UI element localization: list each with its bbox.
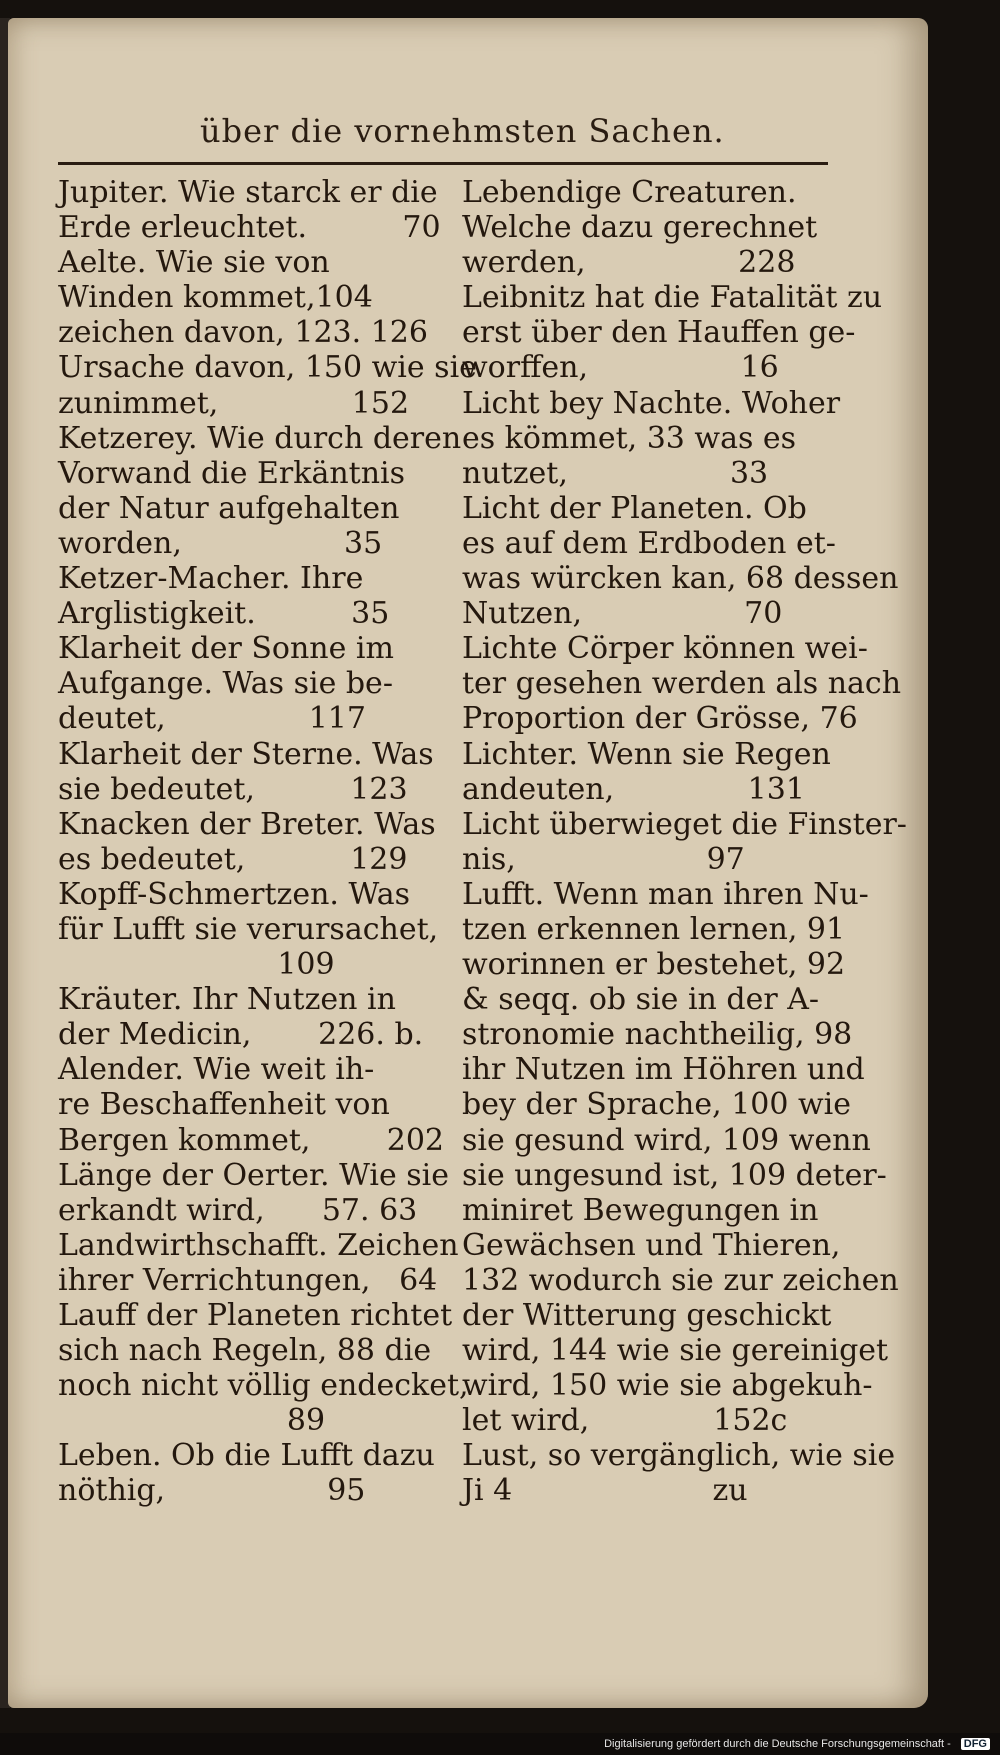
left-entry-line: zunimmet, 152 <box>58 385 410 421</box>
right-entry-line: es kömmet, 33 was es <box>462 420 797 456</box>
left-entry-line: Klarheit der Sonne im <box>58 631 394 667</box>
right-entry-line: Ji 4 zu <box>462 1473 748 1509</box>
right-entry-line: worinnen er bestehet, 92 <box>462 947 846 983</box>
right-entry-line: & seqq. ob sie in der A- <box>462 982 820 1018</box>
left-entry-line: worden, 35 <box>58 525 383 561</box>
right-entry-line: stronomie nachtheilig, 98 <box>462 1017 853 1053</box>
digitization-footer <box>0 1733 1000 1755</box>
left-entry-line: Jupiter. Wie starck er die <box>58 175 438 210</box>
right-entry-line: Proportion der Grösse, 76 <box>462 701 858 737</box>
running-header: über die vornehmsten Sachen. <box>200 112 725 150</box>
right-entry-line: werden, 228 <box>462 245 796 281</box>
right-entry-line: wird, 150 wie sie abgekuh- <box>462 1368 873 1404</box>
header-rule <box>58 162 828 165</box>
left-entry-line: sie bedeutet, 123 <box>58 771 408 807</box>
right-entry-line: miniret Bewegungen in <box>462 1192 819 1228</box>
left-entry-line: Aelte. Wie sie von <box>58 245 330 281</box>
left-entry-line: Leben. Ob die Lufft dazu <box>58 1438 435 1474</box>
right-entry-line: ihr Nutzen im Höhren und <box>462 1052 865 1088</box>
left-entry-line: Arglistigkeit. 35 <box>58 596 390 632</box>
left-entry-line: Alender. Wie weit ih- <box>58 1052 375 1088</box>
right-entry-line: es auf dem Erdboden et- <box>462 525 836 561</box>
right-entry-line: Leibnitz hat die Fatalität zu <box>462 280 883 316</box>
right-entry-line: Lufft. Wenn man ihren Nu- <box>462 876 869 912</box>
right-entry-line: ter gesehen werden als nach <box>462 666 902 702</box>
left-entry-line: Ursache davon, 150 wie sie <box>58 350 477 386</box>
left-entry-line: 109 <box>58 947 335 983</box>
left-entry-line: Kopff-Schmertzen. Was <box>58 876 410 912</box>
left-entry-line: nöthig, 95 <box>58 1473 366 1509</box>
right-entry-line: Nutzen, 70 <box>462 596 783 632</box>
left-entry-line: 89 <box>58 1403 326 1439</box>
right-entry-line: Lebendige Creaturen. <box>462 175 797 210</box>
right-entry-line: erst über den Hauffen ge- <box>462 315 856 351</box>
right-entry-line: Lichter. Wenn sie Regen <box>462 736 831 772</box>
left-entry-line: Aufgange. Was sie be- <box>58 666 393 702</box>
left-entry-line: Knacken der Breter. Was <box>58 806 436 842</box>
left-entry-line: Kräuter. Ihr Nutzen in <box>58 982 396 1018</box>
left-entry-line: Ketzerey. Wie durch deren <box>58 420 462 456</box>
left-entry-line: noch nicht völlig endecket, <box>58 1368 469 1404</box>
right-entry-line: andeuten, 131 <box>462 771 805 807</box>
left-entry-line: Winden kommet,104 <box>58 280 373 316</box>
left-entry-line: Erde erleuchtet. 70 <box>58 210 441 246</box>
left-entry-line: deutet, 117 <box>58 701 366 737</box>
right-entry-line: tzen erkennen lernen, 91 <box>462 911 846 947</box>
left-entry-line: erkandt wird, 57. 63 <box>58 1192 418 1228</box>
left-entry-line: es bedeutet, 129 <box>58 841 408 877</box>
right-entry-line: Welche dazu gerechnet <box>462 210 818 246</box>
left-entry-line: Lauff der Planeten richtet <box>58 1298 453 1333</box>
dfg-logo: DFG <box>961 1738 990 1750</box>
left-entry-line: Vorwand die Erkäntnis <box>58 455 406 491</box>
left-entry-line: re Beschaffenheit von <box>58 1087 390 1123</box>
left-entry-line: zeichen davon, 123. 126 <box>58 315 428 351</box>
left-entry-line: sich nach Regeln, 88 die <box>58 1333 432 1369</box>
right-entry-line: bey der Sprache, 100 wie <box>462 1087 852 1123</box>
right-entry-line: worffen, 16 <box>462 350 779 386</box>
footer-credit: Digitalisierung gefördert durch die Deutsche Forschungsgemeinschaft - <box>604 1738 951 1750</box>
right-entry-line: sie gesund wird, 109 wenn <box>462 1122 871 1158</box>
left-entry-line: Länge der Oerter. Wie sie <box>58 1157 450 1193</box>
right-entry-line: Lichte Cörper können wei- <box>462 631 868 667</box>
right-entry-line: let wird, 152c <box>462 1403 788 1439</box>
left-entry-line: Bergen kommet, 202 <box>58 1122 444 1158</box>
right-entry-line: nis, 97 <box>462 841 745 877</box>
index-column-right <box>462 175 907 1509</box>
index-column-left <box>58 175 477 1509</box>
right-entry-line: Licht überwieget die Finster- <box>462 806 907 842</box>
left-entry-line: Landwirthschafft. Zeichen <box>58 1227 459 1263</box>
left-entry-line: Klarheit der Sterne. Was <box>58 736 434 772</box>
right-entry-line: Licht bey Nachte. Woher <box>462 385 841 421</box>
right-entry-line: Gewächsen und Thieren, <box>462 1227 841 1263</box>
left-entry-line: für Lufft sie verursachet, <box>58 911 439 947</box>
left-entry-line: der Natur aufgehalten <box>58 490 400 526</box>
right-entry-line: sie ungesund ist, 109 deter- <box>462 1157 887 1193</box>
left-entry-line: der Medicin, 226. b. <box>58 1017 424 1053</box>
right-entry-line: was würcken kan, 68 dessen <box>462 561 899 597</box>
left-entry-line: ihrer Verrichtungen, 64 <box>58 1262 438 1298</box>
right-entry-line: 132 wodurch sie zur zeichen <box>462 1262 899 1298</box>
right-entry-line: Lust, so vergänglich, wie sie <box>462 1438 896 1474</box>
right-entry-line: wird, 144 wie sie gereiniget <box>462 1333 889 1369</box>
left-entry-line: Ketzer-Macher. Ihre <box>58 561 364 597</box>
right-entry-line: nutzet, 33 <box>462 455 769 491</box>
right-entry-line: Licht der Planeten. Ob <box>462 490 807 526</box>
right-entry-line: der Witterung geschickt <box>462 1298 832 1333</box>
